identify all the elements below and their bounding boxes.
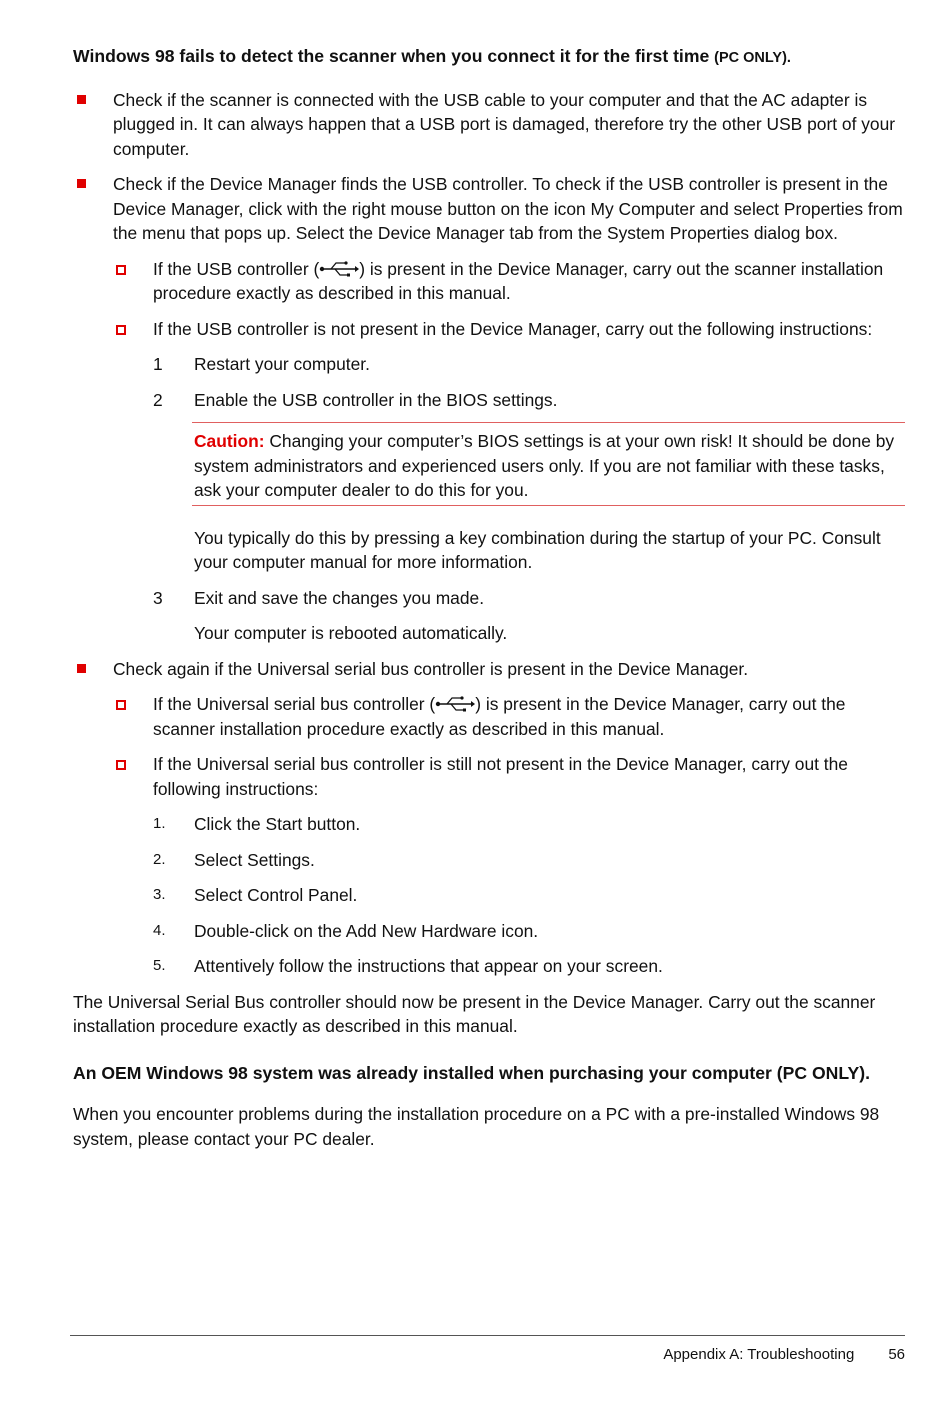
step-select-settings: 2. Select Settings. <box>153 849 315 870</box>
step-click-start: 1. Click the Start button. <box>153 814 361 834</box>
page-number: 56 <box>888 1346 905 1363</box>
usb-icon <box>319 261 359 277</box>
open-square-bullet-icon <box>116 325 126 335</box>
caution-box: Caution: Changing your computer’s BIOS settings is at your own risk! It should be done by system administrators and experienced users only. If you are not familiar with these tasks, ask your computer dealer to do this for you. <box>192 422 905 506</box>
open-square-bullet-icon <box>116 760 126 770</box>
subbullet-usb-bus-present: If the Universal serial bus controller ( ) is present in the Device Manager, carry out the scanner installation procedure exactly as described in this manual. <box>73 692 905 741</box>
paragraph-contact-dealer: When you encounter problems during the installation procedure on a PC with a pre-installed Windows 98 system, please contact your PC dealer. <box>73 1104 880 1149</box>
caution-label: Caution: <box>194 431 265 451</box>
bullet-check-device-manager: Check if the Device Manager finds the USB controller. To check if the USB controller is present in the Device Manager, click with the right mouse button on the icon My Computer and select Properties from the menu that pops up. Select the Device Manager tab from the System Properties dialog box. <box>73 172 905 246</box>
step3-note: Your computer is rebooted automatically. <box>194 623 508 643</box>
page-content <box>73 44 905 1151</box>
page-footer <box>663 1346 905 1364</box>
step-restart: 1 Restart your computer. <box>153 354 370 374</box>
step-select-control-panel: 3. Select Control Panel. <box>153 885 358 905</box>
bullet-check-connection: Check if the scanner is connected with the USB cable to your computer and that the AC adapter is plugged in. It can always happen that a USB port is damaged, therefore try the other USB port of your computer. <box>73 88 905 162</box>
subbullet-usb-present: If the USB controller ( ) is present in the Device Manager, carry out the scanner installation procedure exactly as described in this manual. <box>73 257 905 306</box>
usb-icon <box>435 696 475 712</box>
step-follow-instructions: 5. Attentively follow the instructions that appear on your screen. <box>153 956 663 976</box>
heading-windows98-detect: Windows 98 fails to detect the scanner when you connect it for the first time (PC ONLY). <box>73 46 791 66</box>
step-exit-save: 3 Exit and save the changes you made. <box>153 587 485 608</box>
footer-section: Appendix A: Troubleshooting <box>663 1346 855 1363</box>
step2-note: You typically do this by pressing a key combination during the startup of your PC. Consult your computer manual for more information. <box>194 527 881 572</box>
step-enable-usb: 2 Enable the USB controller in the BIOS settings. <box>153 389 558 410</box>
open-square-bullet-icon <box>116 700 126 710</box>
subbullet-usb-bus-not-present: If the Universal serial bus controller is still not present in the Device Manager, carry out the following instructions: <box>73 752 905 801</box>
subbullet-usb-not-present: If the USB controller is not present in the Device Manager, carry out the following instructions: <box>73 317 905 342</box>
heading-oem-windows98: An OEM Windows 98 system was already installed when purchasing your computer (PC ONLY). <box>73 1062 870 1083</box>
paragraph-usb-present: The Universal Serial Bus controller should now be present in the Device Manager. Carry out the scanner installation procedure exactly as described in this manual. <box>73 991 876 1036</box>
red-square-bullet-icon <box>77 179 86 188</box>
open-square-bullet-icon <box>116 265 126 275</box>
red-square-bullet-icon <box>77 664 86 673</box>
bullet-check-again: Check again if the Universal serial bus controller is present in the Device Manager. <box>73 657 905 682</box>
step-add-new-hardware: 4. Double-click on the Add New Hardware icon. <box>153 920 539 941</box>
footer-divider <box>70 1335 905 1336</box>
red-square-bullet-icon <box>77 95 86 104</box>
